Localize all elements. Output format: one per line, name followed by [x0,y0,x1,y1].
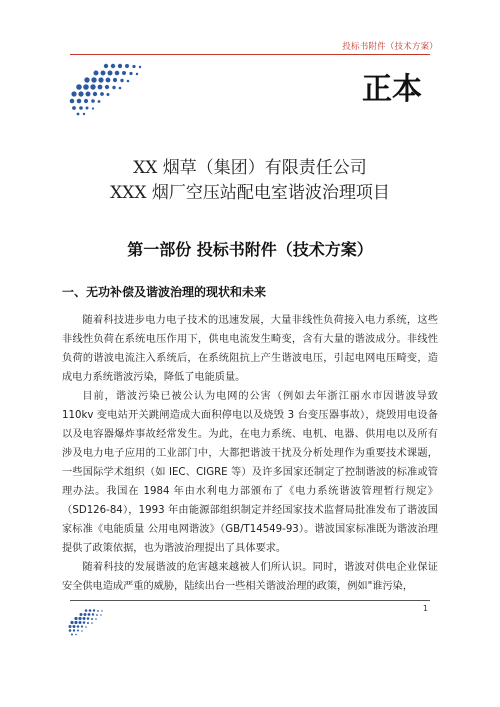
header-divider [70,54,430,55]
header-label: 投标书附件（技术方案） [342,42,438,52]
paragraph: 目前，谐波污染已被公认为电网的公害（例如去年浙江丽水市因谐波导致110kv 变电站开关跳闸造成大面积停电以及烧毁 3 台变压器事故），烧毁用电设备以及电容器爆炸事故经常发生。为此，在电力系统、电机、电器、供用电以及所有涉及电力电子应用的工业部门中，大都把谐波干扰及分析处理作为重要技术课题，一些国际学术组织（如 IEC、CIGRE 等）及许多国家还制定了控制谐波的标准或管理办法。我国在 1984 年由水利电力部颁布了《电力系统谐波管理暂行规定》（SD126-84），1993 年由能源部组织制定并经国家技术监督局批准发布了谐波国家标准《电能质量 公用电网谐波》（GB/T14549-93）。谐波国家标准既为谐波治理提供了政策依据，也为谐波治理提出了具体要求。 [62,391,438,554]
company-logo-icon [66,62,156,124]
section-heading: 一、无功补偿及谐波治理的现状和未来 [62,285,267,299]
footer-divider [70,600,430,601]
paragraph: 随着科技的发展谐波的危害越来越被人们所认识。同时，谐波对供电企业保证安全供电造成严重的威胁，陆续出台一些相关谐波治理的政策，例如"谁污染， [62,562,438,592]
company-name: XX 烟草（集团）有限责任公司 [133,158,367,178]
original-copy-stamp: 正本 [362,72,422,107]
paragraph: 随着科技进步电力电子技术的迅速发展，大量非线性负荷接入电力系统，这些非线性负荷在系统电压作用下，供电电流发生畸变，含有大量的谐波成分。非线性负荷的谐波电流注入系统后，在系统阻抗上产生谐波电压，引起电网电压畸变，造成电力系统谐波污染，降低了电能质量。 [62,315,438,383]
footer-logo-icon [66,608,110,642]
part-title: 第一部份 投标书附件（技术方案） [127,240,373,259]
page-number: 1 [422,604,428,613]
body-text [62,311,438,596]
project-title: XXX 烟厂空压站配电室谐波治理项目 [110,183,390,203]
